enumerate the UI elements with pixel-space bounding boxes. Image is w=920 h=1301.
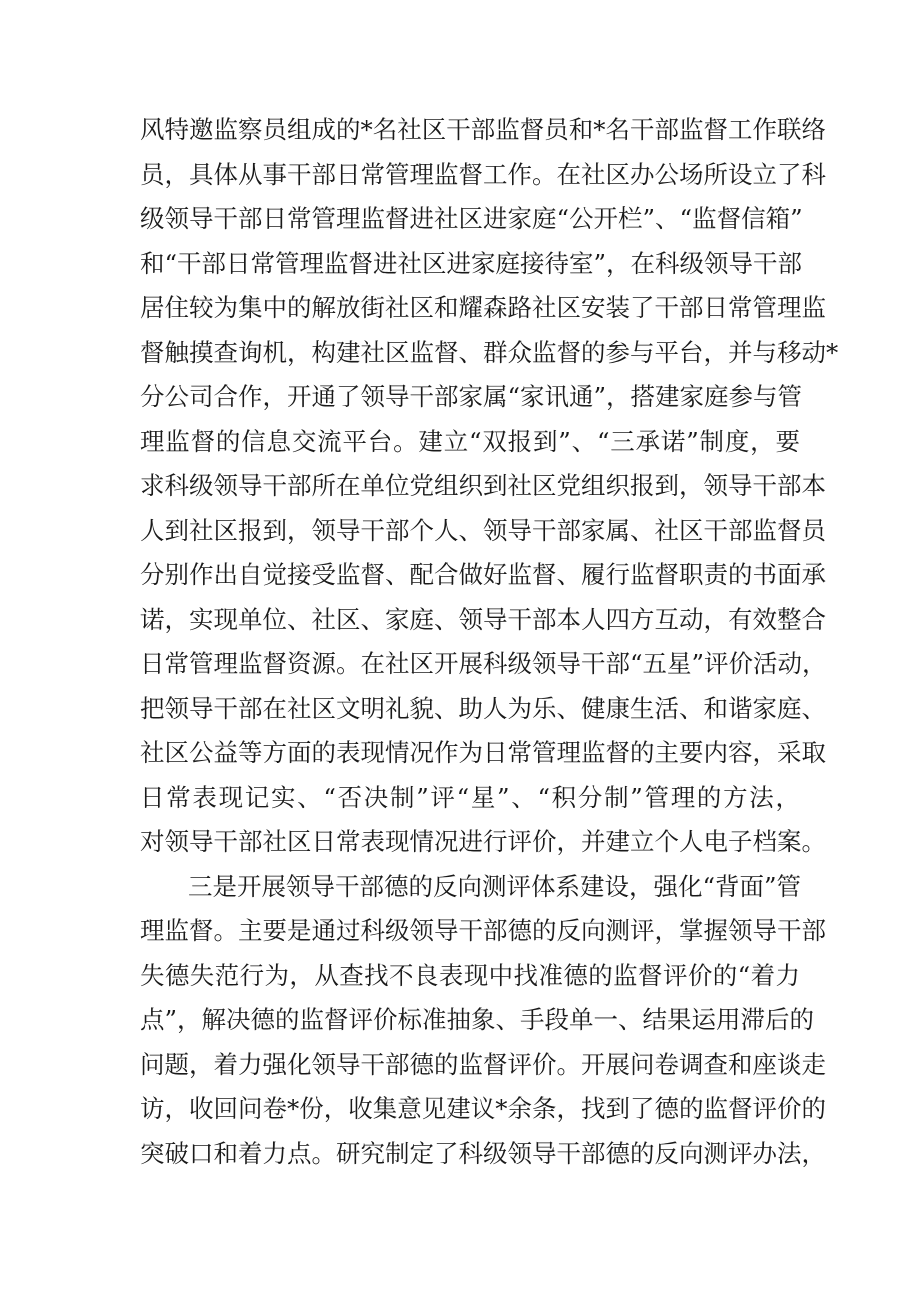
body-text — [140, 108, 839, 1176]
text-line: 级领导干部日常管理监督进社区进家庭“公开栏”、“监督信箱” — [140, 204, 803, 233]
text-line: 日常表现记实、“否决制”评“星”、“积分制”管理的方法， — [140, 782, 800, 812]
text-line: 诺，实现单位、社区、家庭、领导干部本人四方互动，有效整合 — [140, 604, 826, 634]
text-line: 求科级领导干部所在单位党组织到社区党组织报到，领导干部本 — [140, 471, 826, 500]
text-line: 理监督。主要是通过科级领导干部德的反向测评，掌握领导干部 — [140, 916, 826, 945]
text-line: 访，收回问卷*份，收集意见建议*余条，找到了德的监督评价的 — [140, 1094, 826, 1123]
text-line: 把领导干部在社区文明礼貌、助人为乐、健康生活、和谐家庭、 — [140, 693, 826, 723]
text-line: 理监督的信息交流平台。建立“双报到”、“三承诺”制度，要 — [140, 426, 800, 456]
text-line: 分别作出自觉接受监督、配合做好监督、履行监督职责的书面承 — [140, 560, 826, 589]
text-line: 突破口和着力点。研究制定了科级领导干部德的反向测评办法， — [140, 1138, 826, 1168]
text-line: 居住较为集中的解放街社区和耀森路社区安装了干部日常管理监 — [140, 293, 826, 322]
text-line: 人到社区报到，领导干部个人、领导干部家属、社区干部监督员 — [140, 515, 826, 545]
paragraph-start-line: 三是开展领导干部德的反向测评体系建设，强化“背面”管 — [188, 871, 802, 901]
text-line: 员，具体从事干部日常管理监督工作。在社区办公场所设立了科 — [140, 159, 826, 189]
text-line: 分公司合作，开通了领导干部家属“家讯通”，搭建家庭参与管 — [140, 382, 803, 411]
text-line: 失德失范行为，从查找不良表现中找准德的监督评价的“着力 — [140, 960, 800, 990]
text-line: 风特邀监察员组成的*名社区干部监督员和*名干部监督工作联络 — [140, 115, 826, 144]
paragraph-end-line: 对领导干部社区日常表现情况进行评价，并建立个人电子档案。 — [140, 827, 826, 856]
text-line: 点”，解决德的监督评价标准抽象、手段单一、结果运用滞后的 — [140, 1005, 815, 1034]
text-line: 日常管理监督资源。在社区开展科级领导干部“五星”评价活动， — [140, 649, 827, 678]
text-line: 督触摸查询机，构建社区监督、群众监督的参与平台，并与移动* — [140, 337, 839, 367]
text-line: 社区公益等方面的表现情况作为日常管理监督的主要内容，采取 — [140, 738, 826, 767]
text-line: 和“干部日常管理监督进社区进家庭接待室”，在科级领导干部 — [140, 248, 803, 278]
text-line: 问题，着力强化领导干部德的监督评价。开展问卷调查和座谈走 — [140, 1049, 826, 1079]
